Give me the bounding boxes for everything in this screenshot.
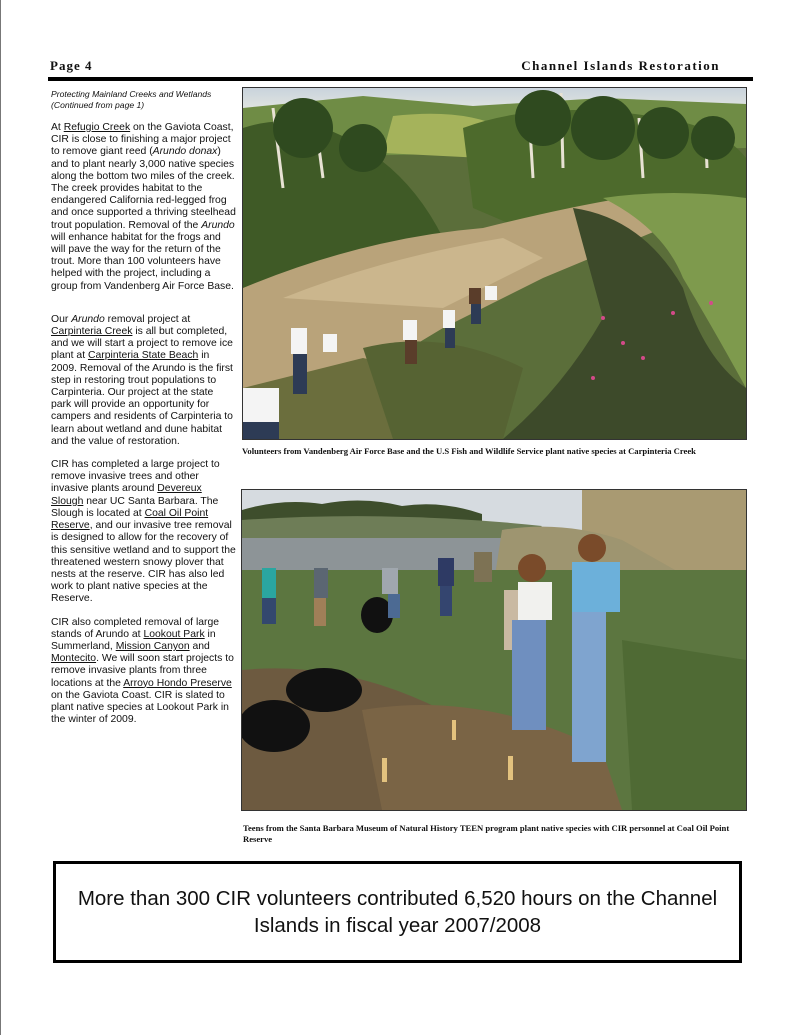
link-arroyo-hondo-preserve[interactable]: Arroyo Hondo Preserve (123, 677, 232, 689)
link-devereux-slough[interactable]: Devereux Slough (51, 483, 202, 507)
paragraph-lookout: CIR also completed removal of large stands of Arundo at Lookout Park in Summerland, Mission Canyon and Montecito. We will soon start projects to remove invasive plants from three locations at the Arroyo Hondo Preserve on the Gaviota Coast. CIR is slated to plant native species at Lookout Park in the winter of 2009. (51, 616, 234, 726)
page-edge (0, 0, 1, 1035)
article-kicker (51, 89, 236, 111)
photo-caption-1: Volunteers from Vandenberg Air Force Base and the U.S Fish and Wildlife Service plant native species at Carpinteria Creek (242, 446, 696, 456)
publication-title: Channel Islands Restoration (521, 58, 720, 73)
link-refugio-creek[interactable]: Refugio Creek (63, 122, 131, 133)
link-montecito[interactable]: Montecito (51, 653, 97, 665)
link-carpinteria-creek[interactable]: Carpinteria Creek (51, 326, 133, 338)
photo-caption-2: Teens from the Santa Barbara Museum of Natural History TEEN program plant native species with CIR personnel at Coal Oil Point Reserve (243, 823, 730, 844)
link-coal-oil-point-reserve[interactable]: Coal Oil Point Reserve (51, 507, 209, 532)
photo-coal-oil-point (241, 489, 747, 811)
link-carpinteria-state-beach[interactable]: Carpinteria State Beach (87, 350, 199, 362)
photo-carpinteria-creek-image (243, 88, 746, 439)
link-lookout-park[interactable]: Lookout Park (143, 628, 205, 640)
paragraph-devereux: CIR has completed a large project to remove invasive trees and other invasive plants around Devereux Slough near UC Santa Barbara. The Slough is located at Coal Oil Point Reserve, and our invasive tree removal is designed to allow for the recovery of this sensitive wetland and to support the threatened western snowy plover that nests at the reserve. CIR has also led work to plant native species at the Reserve. (51, 459, 236, 605)
header-rule (48, 77, 753, 81)
volunteer-stat-callout (53, 861, 742, 963)
kicker-continued: (Continued from page 1) (51, 100, 145, 110)
callout-text: More than 300 CIR volunteers contributed 6,520 hours on the Channel Islands in fiscal year 2007/2008 (77, 887, 718, 937)
paragraph-refugio: At Refugio Creek on the Gaviota Coast, CIR is close to finishing a major project to remove giant reed (Arundo donax) and to plant nearly 3,000 native species along the bottom two miles of the creek. The creek provides habitat to the endangered California red-legged frog and once supported a thriving steelhead trout population. Removal of the Arundo will enhance habitat for the frogs and will pave the way for the return of the trout. More than 100 volunteers have helped with the project, including a group from Vandenberg Air Force Base. (51, 122, 236, 292)
page-number: Page 4 (50, 58, 93, 73)
paragraph-carpinteria: Our Arundo removal project at Carpinteria Creek is all but completed, and we will start a project to remove ice plant at Carpinteria State Beach in 2009. Removal of the Arundo is the first step in restoring trout populations to Carpinteria. Our project at the state park will provide an opportunity for campers and residents of Carpinteria to learn about wetland and dune habitat and the value of restoration. (51, 313, 233, 447)
article-column (51, 89, 236, 737)
kicker-title: Protecting Mainland Creeks and Wetlands (51, 89, 212, 99)
link-mission-canyon[interactable]: Mission Canyon (115, 640, 190, 652)
photo-coal-oil-point-image (242, 490, 746, 810)
photo-carpinteria-creek (242, 87, 747, 440)
